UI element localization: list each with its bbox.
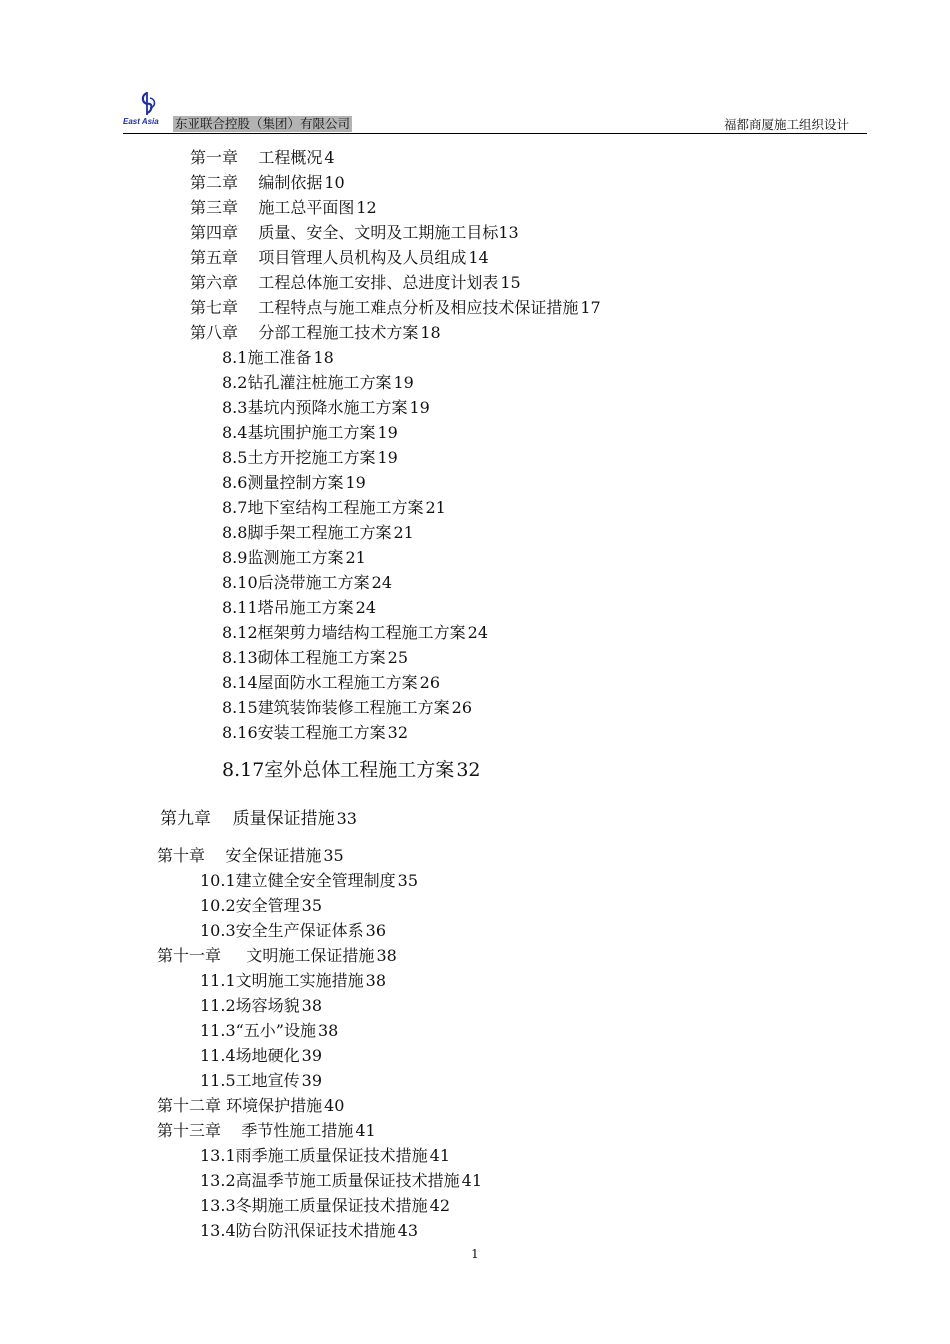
page-number: 1 — [471, 1247, 479, 1261]
toc-entry-label: 8.1施工准备 — [222, 348, 312, 367]
toc-entry-page: 18 — [420, 323, 441, 342]
toc-entry-label: 第四章 质量、安全、文明及工期施工目标13 — [190, 223, 519, 242]
header-rule — [123, 133, 867, 134]
toc-entry-page: 38 — [376, 946, 397, 965]
logo-text: East Asia — [123, 117, 159, 126]
toc-entry-page: 24 — [467, 623, 488, 642]
toc-entry-label: 13.3冬期施工质量保证技术措施 — [200, 1196, 428, 1215]
toc-entry-page: 19 — [409, 398, 430, 417]
toc-entry-page: 38 — [301, 996, 322, 1015]
toc-entry-label: 8.10后浇带施工方案 — [222, 573, 370, 592]
toc-entry-page: 19 — [377, 423, 398, 442]
toc-entry-page: 36 — [365, 921, 386, 940]
toc-entry-label: 第十三章 季节性施工措施 — [157, 1121, 354, 1140]
toc-entry-label: 8.17室外总体工程施工方案 — [222, 759, 455, 781]
toc-entry-page: 39 — [301, 1046, 322, 1065]
toc-entry-label: 第六章 工程总体施工安排、总进度计划表 — [190, 273, 499, 292]
toc-entry-label: 8.9监测施工方案 — [222, 548, 344, 567]
toc-entry-page: 40 — [324, 1096, 345, 1115]
toc-entry-label: 8.5土方开挖施工方案 — [222, 448, 376, 467]
toc-entry-page: 38 — [318, 1021, 339, 1040]
toc-entry-label: 8.12框架剪力墙结构工程施工方案 — [222, 623, 466, 642]
toc-entry-page: 35 — [301, 896, 322, 915]
toc-entry-page: 32 — [456, 759, 481, 781]
toc-entry-page: 12 — [356, 198, 377, 217]
toc-entry-page: 38 — [365, 971, 386, 990]
toc-entry-label: 13.1雨季施工质量保证技术措施 — [200, 1146, 428, 1165]
toc-entry-label: 8.16安装工程施工方案 — [222, 723, 386, 742]
toc-entry-label: 10.1建立健全安全管理制度 — [200, 871, 396, 890]
toc-entry-page: 25 — [387, 648, 408, 667]
toc-entry-label: 第十一章 文明施工保证措施 — [157, 946, 375, 965]
toc-entry-label: 第十章 安全保证措施 — [157, 846, 322, 865]
toc-entry-label: 8.13砌体工程施工方案 — [222, 648, 386, 667]
toc-entry-page: 21 — [345, 548, 366, 567]
toc-entry-label: 10.3安全生产保证体系 — [200, 921, 364, 940]
toc-entry-page: 42 — [429, 1196, 450, 1215]
toc-entry-page: 19 — [345, 473, 366, 492]
toc-entry-page: 18 — [313, 348, 334, 367]
toc-entry-label: 11.2场容场貌 — [200, 996, 300, 1015]
toc-entry-page: 41 — [461, 1171, 482, 1190]
toc-entry-page: 4 — [324, 148, 335, 167]
toc-entry-page: 39 — [301, 1071, 322, 1090]
toc-entry-label: 8.11塔吊施工方案 — [222, 598, 354, 617]
toc-entry-page: 35 — [323, 846, 344, 865]
toc-entry-page: 19 — [377, 448, 398, 467]
toc-entry-label: 13.4防台防汛保证技术措施 — [200, 1221, 396, 1240]
toc-entry-page: 26 — [451, 698, 472, 717]
toc-entry-label: 第七章 工程特点与施工难点分析及相应技术保证措施 — [190, 298, 579, 317]
toc-entry-label: 第一章 工程概况 — [190, 148, 323, 167]
toc-entry-page: 21 — [425, 498, 446, 517]
toc-entry-label: 13.2高温季节施工质量保证技术措施 — [200, 1171, 460, 1190]
toc-entry-label: 8.4基坑围护施工方案 — [222, 423, 376, 442]
toc-entry-label: 第五章 项目管理人员机构及人员组成 — [190, 248, 467, 267]
toc-entry-page: 33 — [336, 809, 357, 828]
company-name: 东亚联合控股（集团）有限公司 — [175, 116, 351, 131]
toc-entry-page: 15 — [500, 273, 521, 292]
toc-entry-page: 35 — [397, 871, 418, 890]
toc-entry-page: 41 — [355, 1121, 376, 1140]
toc-entry-label: 第十二章 环境保护措施 — [157, 1096, 323, 1115]
toc-entry-label: 11.3“五小”设施 — [200, 1021, 316, 1040]
toc-entry-label: 第二章 编制依据 — [190, 173, 323, 192]
toc-entry-page: 43 — [397, 1221, 418, 1240]
toc-entry-label: 8.3基坑内预降水施工方案 — [222, 398, 408, 417]
toc-entry-page: 26 — [419, 673, 440, 692]
toc-entry-label: 8.15建筑装饰装修工程施工方案 — [222, 698, 450, 717]
toc-entry-label: 第八章 分部工程施工技术方案 — [190, 323, 419, 342]
toc-entry-page: 41 — [429, 1146, 450, 1165]
toc-entry-label: 8.2钻孔灌注桩施工方案 — [222, 373, 392, 392]
toc-entry-label: 8.14屋面防水工程施工方案 — [222, 673, 418, 692]
toc-entry-page: 17 — [580, 298, 601, 317]
toc-entry-page: 10 — [324, 173, 345, 192]
toc-entry-page: 21 — [393, 523, 414, 542]
toc-entry-label: 第三章 施工总平面图 — [190, 198, 355, 217]
toc-entry-label: 10.2安全管理 — [200, 896, 300, 915]
toc-entry-label: 11.1文明施工实施措施 — [200, 971, 364, 990]
toc-entry-label: 8.8脚手架工程施工方案 — [222, 523, 392, 542]
page-header — [123, 90, 867, 134]
toc-entry-label: 8.6测量控制方案 — [222, 473, 344, 492]
toc-entry-page: 24 — [355, 598, 376, 617]
toc-entry-label: 8.7地下室结构工程施工方案 — [222, 498, 424, 517]
toc-entry-page: 24 — [371, 573, 392, 592]
toc-entry-page: 14 — [468, 248, 489, 267]
toc-entry-page: 19 — [393, 373, 414, 392]
toc-entry-label: 第九章 质量保证措施 — [160, 809, 335, 829]
toc-entry-label: 11.4场地硬化 — [200, 1046, 300, 1065]
document-title: 福都商厦施工组织设计 — [723, 117, 849, 132]
toc-entry-page: 32 — [387, 723, 408, 742]
toc-entry-label: 11.5工地宣传 — [200, 1071, 300, 1090]
